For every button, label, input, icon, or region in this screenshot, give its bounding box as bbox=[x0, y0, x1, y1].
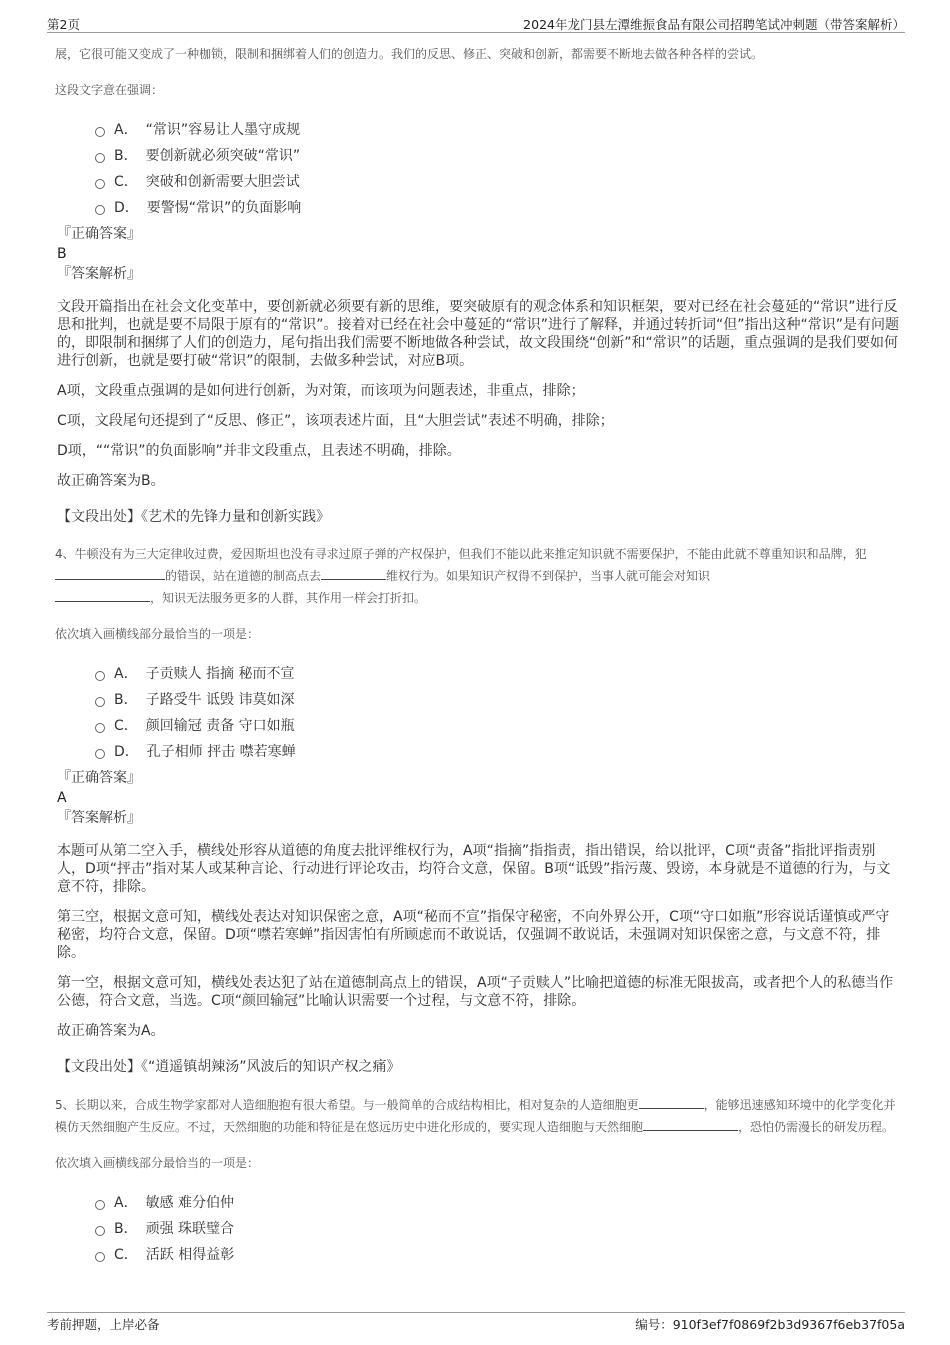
q4-conclusion: 故正确答案为A。 bbox=[57, 1023, 165, 1039]
radio-icon[interactable] bbox=[95, 749, 105, 759]
q4-analysis-label: 『答案解析』 bbox=[57, 810, 141, 826]
fill-blank bbox=[55, 565, 165, 580]
q4-option-c[interactable]: C． 颜回输冠 责备 守口如瓶 bbox=[95, 712, 902, 738]
radio-icon[interactable] bbox=[95, 1226, 105, 1236]
q4-explanation-3: 第一空，根据文意可知，横线处表达犯了站在道德制高点上的错误，A项“子贡赎人”比喻把道德的标准无限拔高，或者把个人的私德当作公德，符合文意，当选。C项“颜回输冠”比喻认识需要一个过程，与文意不符，排除。 bbox=[57, 975, 894, 1009]
q3-explanation-1: 文段开篇指出在社会文化变革中，要创新就必须要有新的思维，要突破原有的观念体系和知识框架，要对已经在社会蔓延的“常识”进行反思和批判，也就是要不局限于原有的“常识”。接着对已经在社会中蔓延的“常识”进行了解释，并通过转折词“但”指出这种“常识”是有问题的，即限制和捆绑了人们的创造力，尾句指出我们需要不断地做各种尝试，故文段围绕“创新”和“常识”的话题，重点强调的是我们要如何进行创新，也就是要打破“常识”的限制，去做多种尝试，对应B项。 bbox=[57, 299, 900, 369]
fill-blank bbox=[639, 1094, 704, 1109]
page-content bbox=[55, 44, 902, 1267]
fill-blank bbox=[321, 565, 386, 580]
page-header bbox=[47, 14, 905, 33]
q3-prompt: 这段文字意在强调： bbox=[55, 83, 164, 97]
q4-option-a[interactable]: A． 子贡赎人 指摘 秘而不宣 bbox=[95, 660, 902, 686]
q4-options bbox=[55, 660, 902, 764]
q3-explanation-3: C项，文段尾句还提到了“反思、修正”，该项表述片面，且“大胆尝试”表述不明确，排除； bbox=[57, 413, 614, 429]
radio-icon[interactable] bbox=[95, 127, 105, 137]
q3-option-d[interactable]: D． 要警惕“常识”的负面影响 bbox=[95, 194, 902, 220]
q4-option-d[interactable]: D． 孔子相师 抨击 噤若寒蝉 bbox=[95, 738, 902, 764]
q5-options bbox=[55, 1189, 902, 1267]
q4-prompt: 依次填入画横线部分最恰当的一项是： bbox=[55, 627, 260, 641]
document-title: 2024年龙门县左潭维振食品有限公司招聘笔试冲刺题（带答案解析） bbox=[523, 17, 905, 32]
q5-option-b[interactable]: B． 顽强 珠联璧合 bbox=[95, 1215, 902, 1241]
radio-icon[interactable] bbox=[95, 671, 105, 681]
q5-option-c[interactable]: C． 活跃 相得益彰 bbox=[95, 1241, 902, 1267]
q4-explanation-2: 第三空，根据文意可知，横线处表达对知识保密之意，A项“秘而不宣”指保守秘密，不向外界公开，C项“守口如瓶”形容说话谨慎或严守秘密，均符合文意，保留。D项“噤若寒蝉”指因害怕有所顾虑而不敢说话，仅强调不敢说话，未强调对知识保密之意，与文意不符，排除。 bbox=[57, 909, 890, 961]
q3-option-a[interactable]: A． “常识”容易让人墨守成规 bbox=[95, 116, 902, 142]
q3-analysis-label: 『答案解析』 bbox=[57, 266, 141, 282]
q5-option-a[interactable]: A． 敏感 难分伯仲 bbox=[95, 1189, 902, 1215]
q4-text: 4、牛顿没有为三大定律收过费，爱因斯坦也没有寻求过原子弹的产权保护，但我们不能以此来推定知识就不需要保护，不能由此就不尊重知识和品牌，犯的错误，站在道德的制高点去 维权行为。如果知识产权得不到保护，当事人就可能会对知识 ，知识无法服务更多的人群，其作用一样会打折扣。 bbox=[55, 547, 867, 605]
q3-answer: B bbox=[57, 246, 67, 262]
radio-icon[interactable] bbox=[95, 205, 105, 215]
radio-icon[interactable] bbox=[95, 697, 105, 707]
q4-explanation-1: 本题可从第二空入手，横线处形容从道德的角度去批评维权行为，A项“指摘”指指责，指出错误，给以批评，C项“责备”指批评指责别人，D项“抨击”指对某人或某种言论、行动进行评论攻击，均符合文意，保留。B项“诋毁”指污蔑、毁谤，本身就是不道德的行为，与文意不符，排除。 bbox=[57, 843, 891, 895]
footer-slogan: 考前押题，上岸必备 bbox=[47, 1317, 160, 1332]
q3-options bbox=[55, 116, 902, 220]
radio-icon[interactable] bbox=[95, 179, 105, 189]
radio-icon[interactable] bbox=[95, 153, 105, 163]
document-code: 编号：910f3ef7f0869f2b3d9367f6eb37f05a bbox=[635, 1317, 905, 1332]
q3-option-c[interactable]: C． 突破和创新需要大胆尝试 bbox=[95, 168, 902, 194]
page-number: 第2页 bbox=[47, 17, 80, 32]
fill-blank bbox=[55, 587, 150, 602]
q3-option-b[interactable]: B． 要创新就必须突破“常识” bbox=[95, 142, 902, 168]
radio-icon[interactable] bbox=[95, 1252, 105, 1262]
page-footer bbox=[47, 1312, 905, 1335]
radio-icon[interactable] bbox=[95, 1200, 105, 1210]
q4-answer: A bbox=[57, 790, 67, 806]
q4-option-b[interactable]: B． 子路受牛 诋毁 讳莫如深 bbox=[95, 686, 902, 712]
fill-blank bbox=[643, 1116, 738, 1131]
q5-text: 5、长期以来，合成生物学家都对人造细胞抱有很大希望。与一般简单的合成结构相比，相对复杂的人造细胞更 ，能够迅速感知环境中的化学变化并模仿天然细胞产生反应。不过，天然细胞的功能和特征是在悠远历史中进化形成的，要实现人造细胞与天然细胞 ，恐怕仍需漫长的研发历程。 bbox=[55, 1094, 902, 1138]
radio-icon[interactable] bbox=[95, 723, 105, 733]
q4-source: 【文段出处】《“逍遥镇胡辣汤”风波后的知识产权之痛》 bbox=[57, 1059, 401, 1075]
q3-continuation: 展，它很可能又变成了一种枷锁，限制和捆绑着人们的创造力。我们的反思、修正、突破和创新，都需要不断地去做各种各样的尝试。 bbox=[55, 47, 764, 61]
q3-answer-label: 『正确答案』 bbox=[57, 226, 141, 242]
q3-explanation-4: D项，““常识”的负面影响”并非文段重点，且表述不明确，排除。 bbox=[57, 443, 461, 459]
q4-answer-label: 『正确答案』 bbox=[57, 770, 141, 786]
q3-conclusion: 故正确答案为B。 bbox=[57, 473, 165, 489]
q3-source: 【文段出处】《艺术的先锋力量和创新实践》 bbox=[57, 509, 330, 525]
q3-explanation-2: A项，文段重点强调的是如何进行创新，为对策，而该项为问题表述，非重点，排除； bbox=[57, 383, 585, 399]
q5-prompt: 依次填入画横线部分最恰当的一项是： bbox=[55, 1156, 260, 1170]
